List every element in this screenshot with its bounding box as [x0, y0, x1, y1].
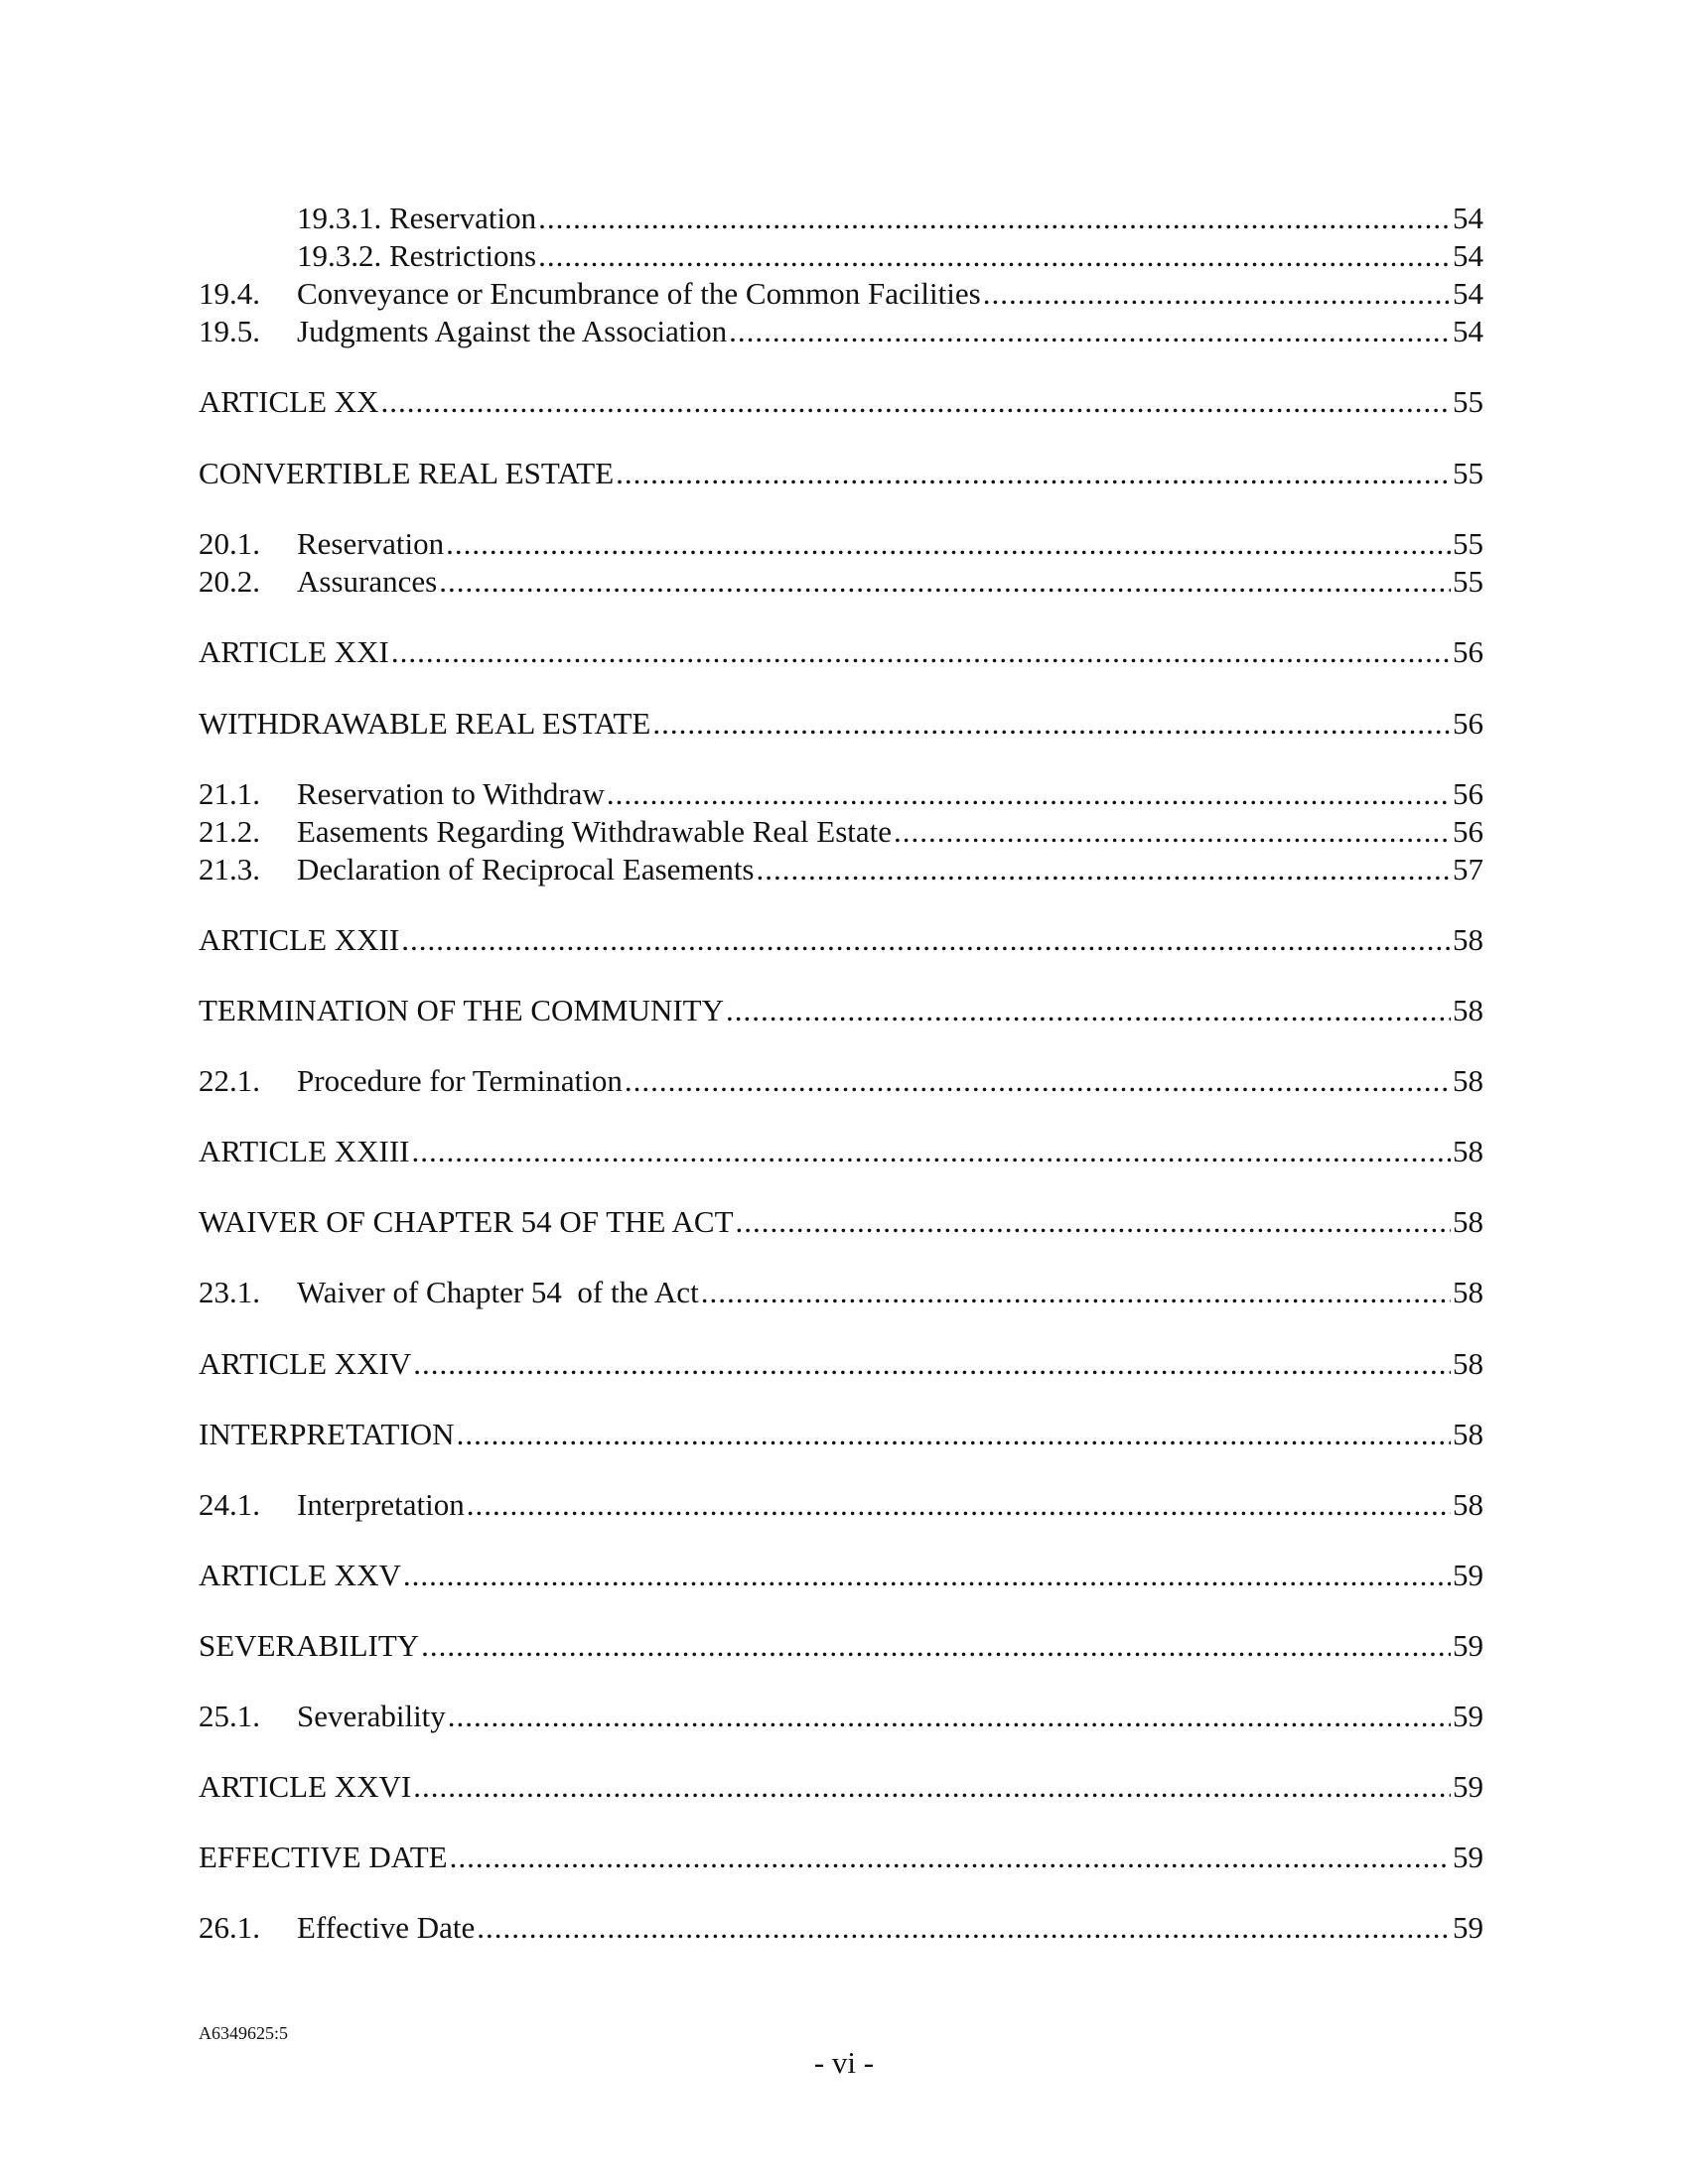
- toc-page-number: 58: [1453, 922, 1483, 957]
- toc-article-26-title[interactable]: [199, 1838, 1483, 1877]
- toc-page-number: 58: [1453, 1134, 1483, 1168]
- toc-article-22[interactable]: [199, 920, 1483, 960]
- dot-leader: [894, 812, 1451, 852]
- toc-section-number: 20.1.: [199, 526, 260, 561]
- dot-leader: [477, 1908, 1451, 1948]
- toc-article-20-title[interactable]: [199, 454, 1483, 493]
- dot-leader: [413, 1767, 1451, 1807]
- toc-entry-title: Reservation: [297, 526, 445, 561]
- toc-entry-25-1[interactable]: [199, 1697, 1483, 1736]
- dot-leader: [736, 1202, 1451, 1242]
- toc-entry-title: ARTICLE XXV: [199, 1558, 401, 1592]
- dot-leader: [439, 562, 1451, 602]
- toc-page-number: 59: [1453, 1628, 1483, 1663]
- toc-entry-title: 19.3.1. Reservation: [297, 201, 537, 235]
- toc-page-number: 58: [1453, 1063, 1483, 1098]
- toc-entry-title: SEVERABILITY: [199, 1628, 420, 1663]
- dot-leader: [413, 1344, 1451, 1384]
- toc-page-number: 54: [1453, 238, 1483, 273]
- toc-page-number: 58: [1453, 993, 1483, 1027]
- toc-section-number: 25.1.: [199, 1699, 260, 1733]
- toc-entry-title: Effective Date: [297, 1910, 476, 1945]
- toc-page-number: 58: [1453, 1346, 1483, 1381]
- toc-entry-title: EFFECTIVE DATE: [199, 1840, 448, 1874]
- toc-page-number: 54: [1453, 201, 1483, 235]
- dot-leader: [450, 1838, 1451, 1877]
- dot-leader: [412, 1132, 1451, 1171]
- dot-leader: [401, 920, 1451, 960]
- toc-entry-title: ARTICLE XXII: [199, 922, 400, 957]
- dot-leader: [391, 632, 1451, 672]
- dot-leader: [403, 1556, 1451, 1595]
- toc-page-number: 58: [1453, 1204, 1483, 1239]
- dot-leader: [607, 774, 1451, 814]
- toc-entry-19-3-1[interactable]: [297, 199, 1483, 238]
- toc-article-21[interactable]: [199, 632, 1483, 672]
- dot-leader: [616, 454, 1451, 493]
- toc-page-number: 56: [1453, 776, 1483, 811]
- dot-leader: [421, 1626, 1451, 1666]
- toc-page-number: 59: [1453, 1699, 1483, 1733]
- dot-leader: [652, 704, 1451, 744]
- toc-page-number: 59: [1453, 1910, 1483, 1945]
- toc-entry-title: Interpretation: [297, 1487, 465, 1522]
- toc-article-23-title[interactable]: [199, 1202, 1483, 1242]
- toc-article-22-title[interactable]: [199, 991, 1483, 1030]
- toc-entry-title: Conveyance or Encumbrance of the Common Facilities: [297, 276, 981, 311]
- dot-leader: [729, 312, 1451, 351]
- toc-section-number: 21.1.: [199, 776, 260, 811]
- toc-entry-title: Assurances: [297, 564, 438, 599]
- toc-article-25-title[interactable]: [199, 1626, 1483, 1666]
- toc-entry-21-2[interactable]: [199, 812, 1483, 852]
- toc-entry-24-1[interactable]: [199, 1485, 1483, 1525]
- toc-page-number: 55: [1453, 564, 1483, 599]
- dot-leader: [625, 1061, 1451, 1101]
- dot-leader: [757, 850, 1452, 889]
- toc-page-number: 56: [1453, 706, 1483, 741]
- toc-article-25[interactable]: [199, 1556, 1483, 1595]
- toc-section-number: 20.2.: [199, 564, 260, 599]
- page-number: - vi -: [813, 2045, 875, 2080]
- toc-page-number: 57: [1453, 852, 1483, 887]
- dot-leader: [381, 382, 1451, 422]
- toc-section-number: 19.5.: [199, 314, 260, 348]
- dot-leader: [448, 1697, 1451, 1736]
- toc-page-number: 59: [1453, 1769, 1483, 1804]
- toc-entry-title: Waiver of Chapter 54 of the Act: [297, 1275, 699, 1309]
- toc-entry-22-1[interactable]: [199, 1061, 1483, 1101]
- toc-page-number: 56: [1453, 634, 1483, 669]
- toc-article-24[interactable]: [199, 1344, 1483, 1384]
- dot-leader: [701, 1273, 1451, 1312]
- toc-entry-title: ARTICLE XX: [199, 384, 379, 419]
- toc-section-number: 24.1.: [199, 1487, 260, 1522]
- toc-entry-21-1[interactable]: [199, 774, 1483, 814]
- toc-page-number: 55: [1453, 526, 1483, 561]
- toc-entry-title: ARTICLE XXI: [199, 634, 389, 669]
- toc-entry-title: WITHDRAWABLE REAL ESTATE: [199, 706, 651, 741]
- toc-page-number: 56: [1453, 814, 1483, 849]
- toc-entry-20-2[interactable]: [199, 562, 1483, 602]
- toc-entry-26-1[interactable]: [199, 1908, 1483, 1948]
- toc-entry-title: Declaration of Reciprocal Easements: [297, 852, 755, 887]
- toc-entry-title: Judgments Against the Association: [297, 314, 728, 348]
- toc-article-20[interactable]: [199, 382, 1483, 422]
- toc-page-number: 59: [1453, 1840, 1483, 1874]
- toc-entry-20-1[interactable]: [199, 524, 1483, 564]
- toc-page-number: 59: [1453, 1558, 1483, 1592]
- toc-entry-21-3[interactable]: [199, 850, 1483, 889]
- toc-page-number: 55: [1453, 456, 1483, 490]
- dot-leader: [726, 991, 1451, 1030]
- toc-page-number: 58: [1453, 1417, 1483, 1451]
- dot-leader: [446, 524, 1451, 564]
- dot-leader: [983, 274, 1451, 314]
- toc-entry-title: CONVERTIBLE REAL ESTATE: [199, 456, 615, 490]
- document-id: A6349625:5: [199, 2023, 288, 2043]
- toc-entry-title: Severability: [297, 1699, 446, 1733]
- toc-entry-19-4[interactable]: [199, 274, 1483, 314]
- toc-article-26[interactable]: [199, 1767, 1483, 1807]
- toc-article-21-title[interactable]: [199, 704, 1483, 744]
- toc-entry-title: WAIVER OF CHAPTER 54 OF THE ACT: [199, 1204, 734, 1239]
- toc-article-24-title[interactable]: [199, 1415, 1483, 1454]
- toc-section-number: 21.3.: [199, 852, 260, 887]
- dot-leader: [538, 199, 1451, 238]
- toc-entry-title: ARTICLE XXIII: [199, 1134, 410, 1168]
- toc-entry-23-1[interactable]: [199, 1273, 1483, 1312]
- toc-entry-title: Easements Regarding Withdrawable Real Estate: [297, 814, 893, 849]
- toc-entry-title: 19.3.2. Restrictions: [297, 238, 537, 273]
- dot-leader: [538, 236, 1451, 276]
- toc-page-number: 58: [1453, 1275, 1483, 1309]
- toc-section-number: 19.4.: [199, 276, 260, 311]
- dot-leader: [467, 1485, 1451, 1525]
- toc-entry-19-5[interactable]: [199, 312, 1483, 351]
- dot-leader: [457, 1415, 1451, 1454]
- toc-section-number: 21.2.: [199, 814, 260, 849]
- toc-entry-title: ARTICLE XXIV: [199, 1346, 412, 1381]
- toc-page-number: 54: [1453, 314, 1483, 348]
- toc-entry-title: ARTICLE XXVI: [199, 1769, 412, 1804]
- toc-entry-19-3-2[interactable]: [297, 236, 1483, 276]
- toc-section-number: 23.1.: [199, 1275, 260, 1309]
- toc-entry-title: Procedure for Termination: [297, 1063, 623, 1098]
- toc-section-number: 26.1.: [199, 1910, 260, 1945]
- toc-entry-title: TERMINATION OF THE COMMUNITY: [199, 993, 724, 1027]
- toc-section-number: 22.1.: [199, 1063, 260, 1098]
- toc-page-number: 55: [1453, 384, 1483, 419]
- toc-entry-title: Reservation to Withdraw: [297, 776, 605, 811]
- toc-page-number: 54: [1453, 276, 1483, 311]
- toc-entry-title: INTERPRETATION: [199, 1417, 455, 1451]
- toc-article-23[interactable]: [199, 1132, 1483, 1171]
- toc-page-number: 58: [1453, 1487, 1483, 1522]
